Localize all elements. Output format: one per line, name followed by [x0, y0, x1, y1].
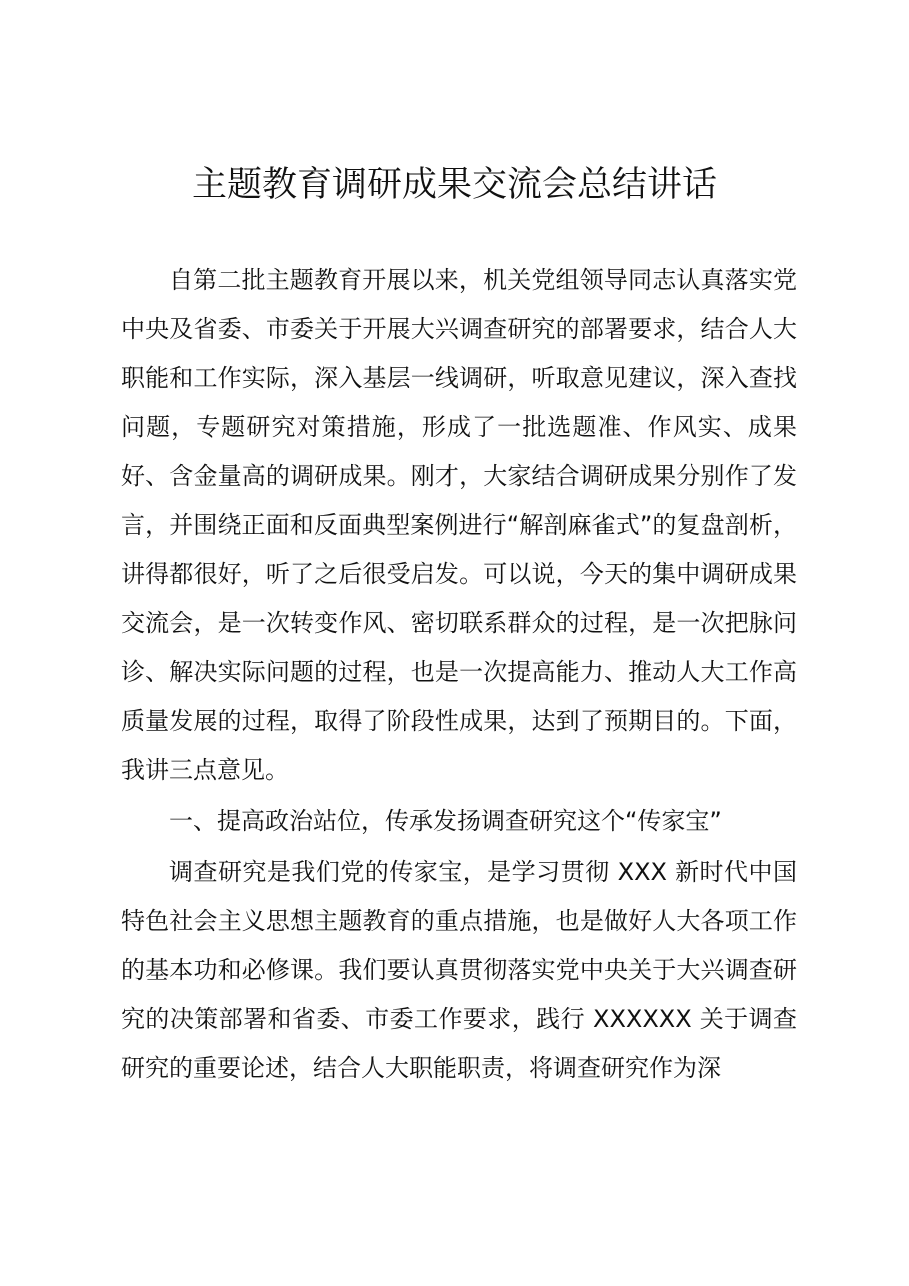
document-title: 主题教育调研成果交流会总结讲话 — [191, 165, 717, 205]
section-heading-1: 一、提高政治站位，传承发扬调查研究这个“传家宝” — [169, 807, 722, 835]
paragraph-section-1: 调查研究是我们党的传家宝，是学习贯彻 XXX 新时代中国特色社会主义思想主题教育的重点措施，也是做好人大各项工作的基本功和必修课。我们要认真贯彻落实党中央关于大兴调查研究的决策部署和省委、市委工作要求，践行 XXXXXX 关于调查研究的重要论述，结合人大职能职责，将调查研究作为深 — [121, 858, 797, 1082]
paragraph-intro: 自第二批主题教育开展以来，机关党组领导同志认真落实党中央及省委、市委关于开展大兴调查研究的部署要求，结合人大职能和工作实际，深入基层一线调研，听取意见建议，深入查找问题，专题研究对策措施，形成了一批选题准、作风实、成果好、含金量高的调研成果。刚才，大家结合调研成果分别作了发言，并围绕正面和反面典型案例进行“解剖麻雀式”的复盘剖析，讲得都很好，听了之后很受启发。可以说，今天的集中调研成果交流会，是一次转变作风、密切联系群众的过程，是一次把脉问诊、解决实际问题的过程，也是一次提高能力、推动人大工作高质量发展的过程，取得了阶段性成果，达到了预期目的。下面，我讲三点意见。 — [121, 266, 797, 784]
